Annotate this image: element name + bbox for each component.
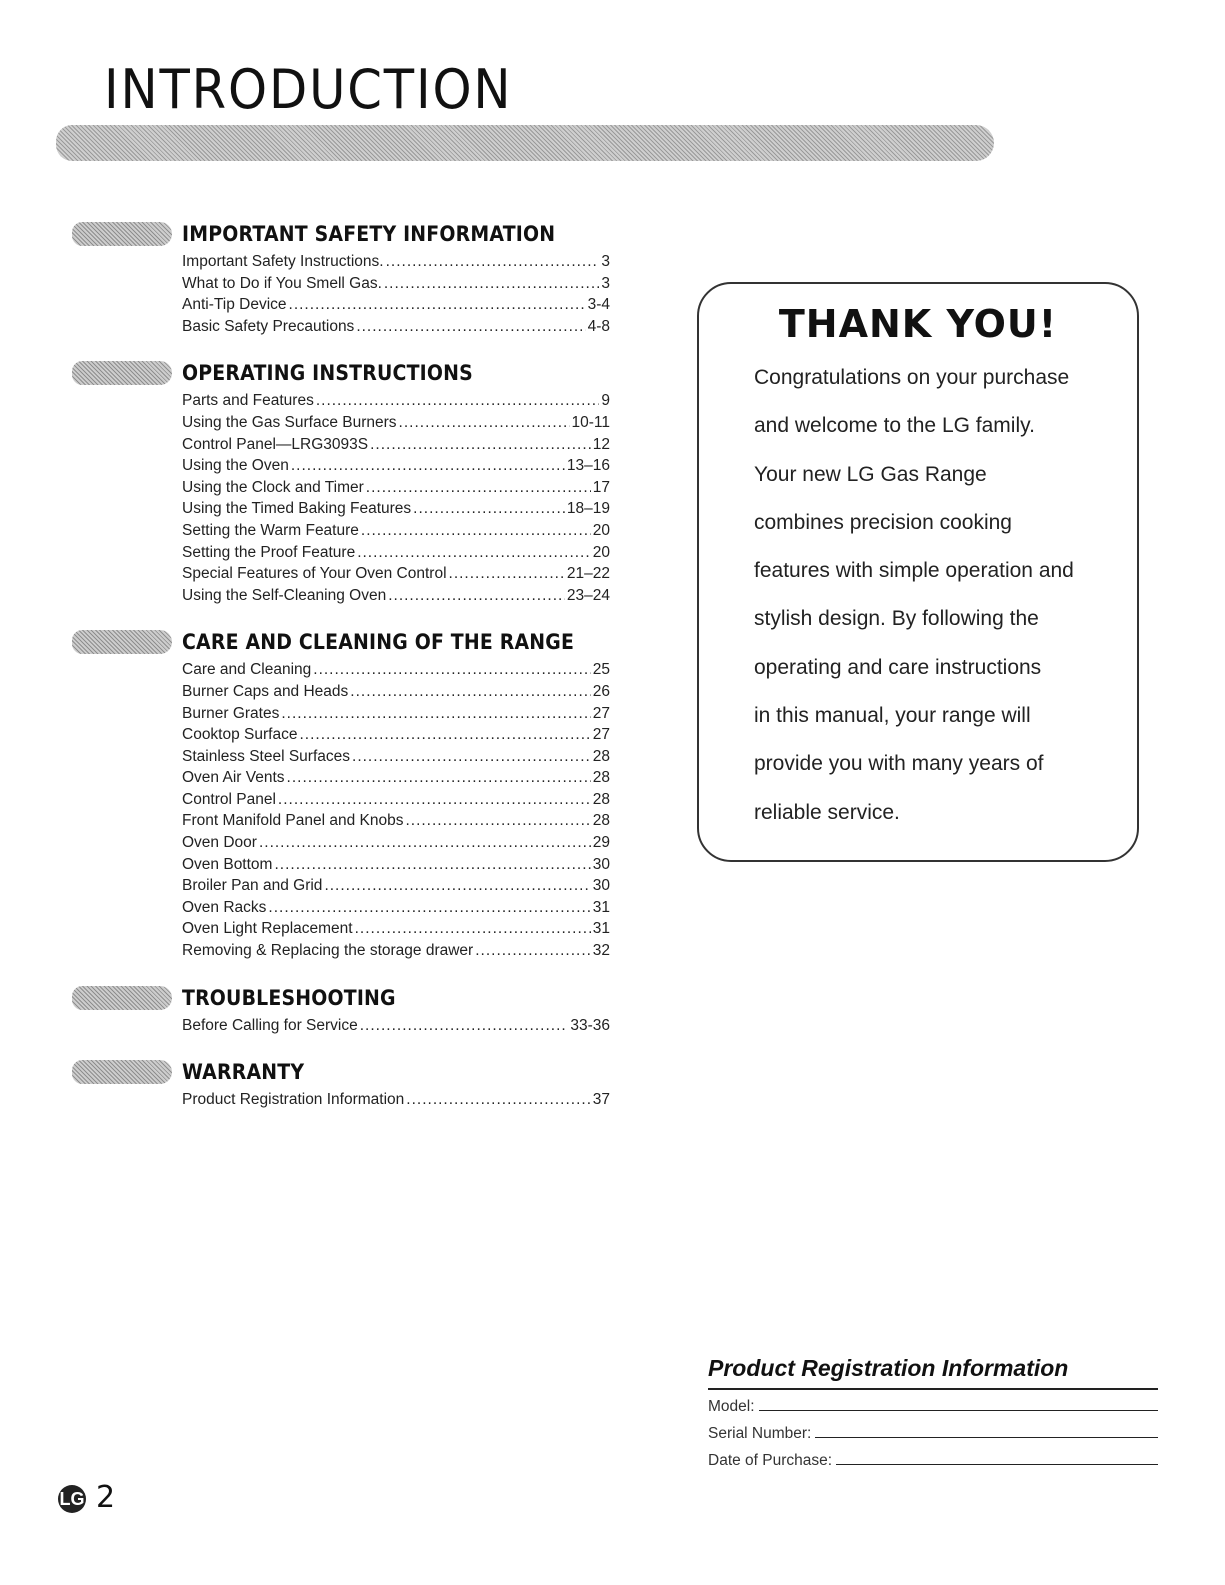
thank-you-line: stylish design. By following the	[754, 607, 1039, 631]
toc-entry-title: Control Panel—LRG3093S	[182, 435, 369, 453]
toc-entry-title: Oven Light Replacement	[182, 920, 353, 938]
toc-section	[72, 359, 632, 606]
toc-entry-page: 3	[601, 253, 610, 270]
toc-entry-title: Cooktop Surface	[182, 726, 298, 744]
toc-entry-title: Special Features of Your Oven Control	[182, 565, 447, 583]
toc-entry-page: 4-8	[587, 317, 610, 335]
toc-entry-page: 9	[601, 392, 610, 410]
toc-entry-title: Before Calling for Service	[182, 1016, 358, 1034]
toc-entry-title: Oven Racks	[182, 898, 267, 916]
toc-entry-page: 20	[592, 521, 610, 539]
product-registration	[708, 1355, 1158, 1471]
dot-leader	[370, 434, 591, 456]
toc-entry-title: Burner Grates	[182, 704, 280, 722]
toc-entry[interactable]	[182, 273, 610, 295]
toc-entry-title: Broiler Pan and Grid	[182, 877, 323, 895]
lg-logo-icon: LG	[58, 1485, 86, 1513]
dot-leader	[366, 477, 591, 499]
toc-entry-page: 25	[592, 661, 610, 679]
toc-entry[interactable]	[182, 585, 610, 607]
toc-section	[72, 1058, 632, 1111]
dot-leader	[361, 520, 591, 542]
thank-you-box	[697, 282, 1139, 862]
toc-entry-page: 21–22	[566, 565, 610, 583]
toc-entry-page: 28	[592, 812, 610, 830]
toc-entry-title: Anti-Tip Device	[182, 296, 287, 314]
toc-entry[interactable]	[182, 767, 610, 789]
toc-entry[interactable]	[182, 455, 610, 477]
toc-section-heading: CARE AND CLEANING OF THE RANGE	[182, 630, 575, 655]
toc-entry-title: Using the Gas Surface Burners	[182, 413, 397, 431]
toc-entry-page: 30	[592, 855, 610, 873]
thank-you-line: provide you with many years of	[754, 752, 1044, 776]
toc-entry[interactable]	[182, 703, 610, 725]
dot-leader	[388, 585, 565, 607]
toc-entry[interactable]	[182, 875, 610, 897]
toc-entry[interactable]	[182, 563, 610, 585]
title-banner-bar	[56, 125, 994, 161]
dot-leader	[289, 294, 586, 316]
toc-entry-page: 31	[592, 898, 610, 916]
toc-entry[interactable]	[182, 542, 610, 564]
page-title: INTRODUCTION	[104, 58, 513, 121]
dot-leader	[299, 724, 590, 746]
section-tab-marker	[72, 222, 172, 246]
dot-leader	[324, 875, 590, 897]
toc-entry-title: Control Panel	[182, 790, 276, 808]
toc-entry-title: Basic Safety Precautions	[182, 317, 355, 335]
toc-entry-title: What to Do if You Smell Gas.	[182, 274, 382, 292]
dot-leader	[356, 316, 585, 338]
section-tab-marker	[72, 630, 172, 654]
toc-entry-page: 10-11	[571, 413, 610, 431]
thank-you-line: operating and care instructions	[754, 655, 1042, 679]
toc-entry-page: 28	[592, 790, 610, 808]
dot-leader	[313, 659, 590, 681]
toc-entry-page: 29	[592, 834, 610, 852]
toc-entry-page: 18–19	[566, 500, 610, 518]
toc-entry[interactable]	[182, 832, 610, 854]
registration-field	[708, 1396, 1158, 1417]
thank-you-line: features with simple operation and	[754, 559, 1074, 583]
toc-entry-title: Setting the Warm Feature	[182, 521, 359, 539]
toc-entry-title: Front Manifold Panel and Knobs	[182, 812, 404, 830]
page-number: 2	[96, 1480, 116, 1515]
toc-entry[interactable]	[182, 251, 610, 273]
toc-entry-page: 31	[592, 920, 610, 938]
toc-entry-title: Setting the Proof Feature	[182, 543, 356, 561]
thank-you-line: combines precision cooking	[754, 510, 1012, 534]
section-tab-marker	[72, 361, 172, 385]
thank-you-message	[754, 354, 1137, 837]
toc-entry-title: Care and Cleaning	[182, 661, 312, 679]
dot-leader	[475, 940, 591, 962]
toc-entry-title: Stainless Steel Surfaces	[182, 747, 351, 765]
dot-leader	[259, 832, 591, 854]
toc-entry-page: 12	[592, 435, 610, 453]
registration-field	[708, 1423, 1158, 1444]
toc-entry[interactable]	[182, 477, 610, 499]
toc-section-heading: TROUBLESHOOTING	[182, 985, 396, 1010]
dot-leader	[352, 746, 591, 768]
toc-entry[interactable]	[182, 918, 610, 940]
dot-leader	[316, 390, 600, 412]
thank-you-line: Congratulations on your purchase	[754, 366, 1070, 389]
toc-entry-title: Product Registration Information	[182, 1091, 405, 1109]
toc-entry-page: 3	[601, 274, 610, 292]
dot-leader	[406, 1089, 590, 1111]
toc-entry[interactable]	[182, 434, 610, 456]
dot-leader	[287, 767, 591, 789]
dot-leader	[281, 703, 590, 725]
toc-entry[interactable]	[182, 854, 610, 876]
toc-entry[interactable]	[182, 520, 610, 542]
toc-entry-page: 17	[592, 478, 610, 496]
toc-entry-title: Oven Bottom	[182, 855, 273, 873]
toc-entry[interactable]	[182, 659, 610, 681]
dot-leader	[449, 563, 565, 585]
toc-entry-title: Removing & Replacing the storage drawer	[182, 942, 474, 960]
toc-entry[interactable]	[182, 412, 610, 434]
dot-leader	[357, 542, 591, 564]
registration-field-label: Date of Purchase:	[708, 1452, 833, 1469]
toc-entry-page: 28	[592, 769, 610, 787]
registration-field-blank[interactable]	[815, 1423, 1158, 1438]
registration-field-blank[interactable]	[759, 1396, 1158, 1411]
toc-entry-page: 28	[592, 747, 610, 765]
thank-you-heading: THANK YOU!	[778, 302, 1058, 346]
toc-entry[interactable]	[182, 810, 610, 832]
toc-entry-page: 20	[592, 543, 610, 561]
dot-leader	[355, 918, 591, 940]
toc-entry[interactable]	[182, 390, 610, 412]
toc-entry-page: 32	[592, 942, 610, 960]
registration-field-blank[interactable]	[836, 1450, 1158, 1465]
dot-leader	[274, 854, 590, 876]
toc-entry-page: 26	[592, 682, 610, 700]
toc-entry[interactable]	[182, 940, 610, 962]
registration-field-label: Model:	[708, 1398, 755, 1415]
dot-leader	[278, 789, 591, 811]
toc-entry-title: Using the Self-Cleaning Oven	[182, 586, 387, 604]
toc-section-heading: OPERATING INSTRUCTIONS	[182, 361, 473, 386]
registration-field-label: Serial Number:	[708, 1425, 812, 1442]
toc-section	[72, 984, 632, 1037]
toc-section-heading: WARRANTY	[182, 1060, 305, 1085]
toc-entry[interactable]	[182, 498, 610, 520]
toc-entry-page: 27	[592, 726, 610, 744]
dot-leader	[291, 455, 565, 477]
section-tab-marker	[72, 1060, 172, 1084]
toc-entry[interactable]	[182, 1089, 610, 1111]
toc-entry[interactable]	[182, 789, 610, 811]
toc-entry-title: Oven Air Vents	[182, 769, 285, 787]
thank-you-line: reliable service.	[754, 800, 900, 824]
registration-field	[708, 1450, 1158, 1471]
dot-leader	[386, 251, 600, 273]
dot-leader	[350, 681, 590, 703]
toc-entry-title: Oven Door	[182, 834, 257, 852]
toc-entry-page: 33-36	[570, 1016, 610, 1034]
toc-section	[72, 220, 632, 337]
toc-entry-page: 23–24	[566, 586, 610, 604]
toc-entry-title: Using the Oven	[182, 457, 289, 475]
registration-heading: Product Registration Information	[708, 1355, 1158, 1390]
dot-leader	[405, 810, 590, 832]
thank-you-line: in this manual, your range will	[754, 704, 1031, 728]
toc-entry-page: 3-4	[587, 296, 610, 314]
toc-entry-title: Parts and Features	[182, 392, 314, 410]
toc-section	[72, 628, 632, 961]
registration-fields	[708, 1396, 1158, 1471]
dot-leader	[268, 897, 590, 919]
toc-entry-page: 30	[592, 877, 610, 895]
dot-leader	[360, 1015, 569, 1037]
toc-entry[interactable]	[182, 724, 610, 746]
toc-entry[interactable]	[182, 681, 610, 703]
toc-entry-page: 13–16	[566, 457, 610, 475]
thank-you-line: and welcome to the LG family.	[754, 414, 1035, 438]
toc-entry-title: Using the Timed Baking Features	[182, 500, 412, 518]
toc-entry[interactable]	[182, 1015, 610, 1037]
toc-entry-title: Burner Caps and Heads	[182, 682, 349, 700]
toc-entry[interactable]	[182, 746, 610, 768]
thank-you-line: Your new LG Gas Range	[754, 462, 987, 486]
toc-section-heading: IMPORTANT SAFETY INFORMATION	[182, 222, 556, 246]
toc-entry-page: 27	[592, 704, 610, 722]
toc-entry-title: Using the Clock and Timer	[182, 478, 364, 496]
toc-entry-page: 37	[592, 1091, 610, 1109]
section-tab-marker	[72, 986, 172, 1010]
dot-leader	[413, 498, 565, 520]
toc-entry[interactable]	[182, 897, 610, 919]
dot-leader	[384, 273, 600, 295]
toc-entry[interactable]	[182, 316, 610, 338]
table-of-contents	[72, 220, 632, 1133]
toc-entry-title: Important Safety Instructions.	[182, 253, 384, 270]
dot-leader	[399, 412, 570, 434]
toc-entry[interactable]	[182, 294, 610, 316]
